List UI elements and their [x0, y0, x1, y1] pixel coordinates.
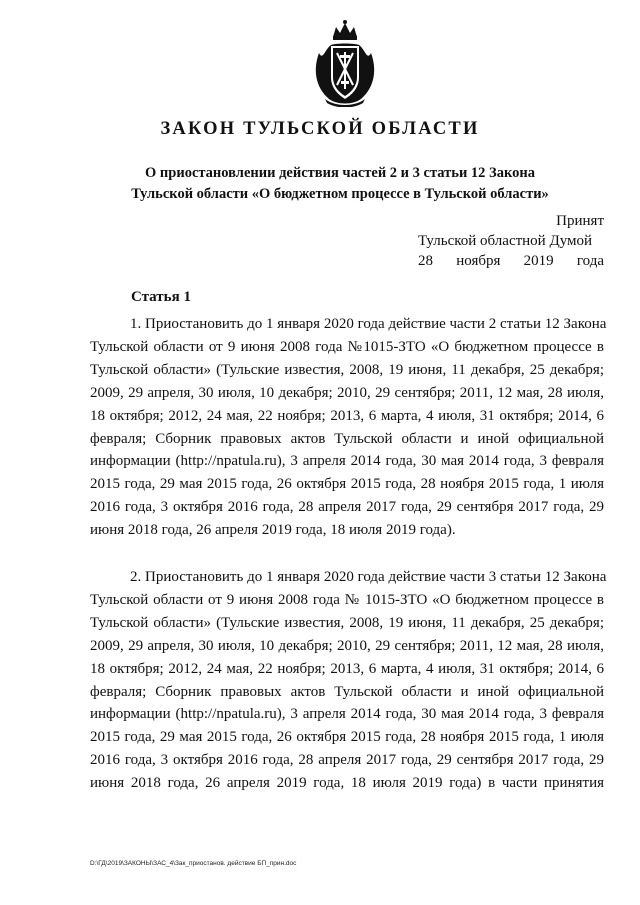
- paragraph-line: 18 октября; 2012, 24 мая, 22 ноября; 2013, 6 марта, 4 июля, 31 октября; 2014, 6: [90, 407, 604, 424]
- footer-file-path: D:\ГД\2019\ЗАКОНЫ\ЗАС_4\Зак_приостанов. действие БП_прин.doc: [90, 860, 297, 867]
- paragraph-line: 2016 года, 3 октября 2016 года, 28 апреля 2017 года, 29 сентября 2017 года, 29: [90, 499, 604, 516]
- article-heading: Статья 1: [131, 289, 191, 305]
- subtitle-line: О приостановлении действия частей 2 и 3 статьи 12 Закона: [145, 165, 535, 181]
- paragraph-line: 2009, 29 апреля, 30 июля, 10 декабря; 2010, 29 сентября; 2011, 12 мая, 28 июля,: [90, 384, 604, 401]
- paragraph-line: 2015 года, 29 мая 2015 года, 26 октября 2015 года, 28 ноября 2015 года, 1 июля: [90, 729, 604, 746]
- adoption-year: 2019: [523, 253, 554, 269]
- article-paragraph-2: [90, 566, 607, 795]
- paragraph-line: июня 2018 года, 26 апреля 2019 года, 18 июля 2019 года).: [90, 522, 456, 539]
- paragraph-line: февраля; Сборник правовых актов Тульской области и иной официальной: [90, 683, 604, 700]
- paragraph-line: 18 октября; 2012, 24 мая, 22 ноября; 2013, 6 марта, 4 июля, 31 октября; 2014, 6: [90, 660, 604, 677]
- paragraph-line: 2. Приостановить до 1 января 2020 года действие части 3 статьи 12 Закона: [130, 569, 607, 585]
- paragraph-line: февраля; Сборник правовых актов Тульской области и иной официальной: [90, 430, 604, 447]
- paragraph-line: Тульской области от 9 июня 2008 года № 1015-ЗТО «О бюджетном процессе в: [90, 591, 604, 608]
- paragraph-line: 2009, 29 апреля, 30 июля, 10 декабря; 2010, 29 сентября; 2011, 12 мая, 28 июля,: [90, 637, 604, 654]
- paragraph-line: Тульской области от 9 июня 2008 года №1015-ЗТО «О бюджетном процессе в: [90, 338, 604, 355]
- adoption-date: [418, 251, 604, 271]
- paragraph-line: июня 2018 года, 26 апреля 2019 года, 18 июля 2019 года) в части принятия: [90, 775, 604, 792]
- adopted-label: Принят: [556, 213, 604, 229]
- paragraph-line: информации (http://npatula.ru), 3 апреля 2014 года, 30 мая 2014 года, 3 февраля: [90, 453, 604, 470]
- paragraph-line: информации (http://npatula.ru), 3 апреля 2014 года, 30 мая 2014 года, 3 февраля: [90, 706, 604, 723]
- subtitle-line: Тульской области «О бюджетном процессе в Тульской области»: [131, 186, 549, 202]
- paragraph-line: 1. Приостановить до 1 января 2020 года действие части 2 статьи 12 Закона: [130, 316, 607, 332]
- law-subtitle: [90, 163, 590, 205]
- paragraph-line: 2016 года, 3 октября 2016 года, 28 апреля 2017 года, 29 сентября 2017 года, 29: [90, 752, 604, 769]
- adoption-year-word: года: [576, 253, 604, 269]
- adopted-by: Тульской областной Думой: [418, 233, 593, 249]
- paragraph-line: Тульской области» (Тульские известия, 2008, 19 июня, 11 декабря, 25 декабря;: [90, 614, 604, 631]
- paragraph-line: Тульской области» (Тульские известия, 2008, 19 июня, 11 декабря, 25 декабря;: [90, 361, 604, 378]
- paragraph-line: 2015 года, 29 мая 2015 года, 26 октября 2015 года, 28 ноября 2015 года, 1 июля: [90, 476, 604, 493]
- adoption-day: 28: [418, 253, 433, 269]
- article-paragraph-1: [90, 313, 607, 542]
- law-title: ЗАКОН ТУЛЬСКОЙ ОБЛАСТИ: [160, 119, 480, 139]
- adoption-block: [418, 211, 604, 271]
- adoption-month: ноября: [456, 253, 501, 269]
- tula-coat-of-arms-emblem: [309, 19, 381, 107]
